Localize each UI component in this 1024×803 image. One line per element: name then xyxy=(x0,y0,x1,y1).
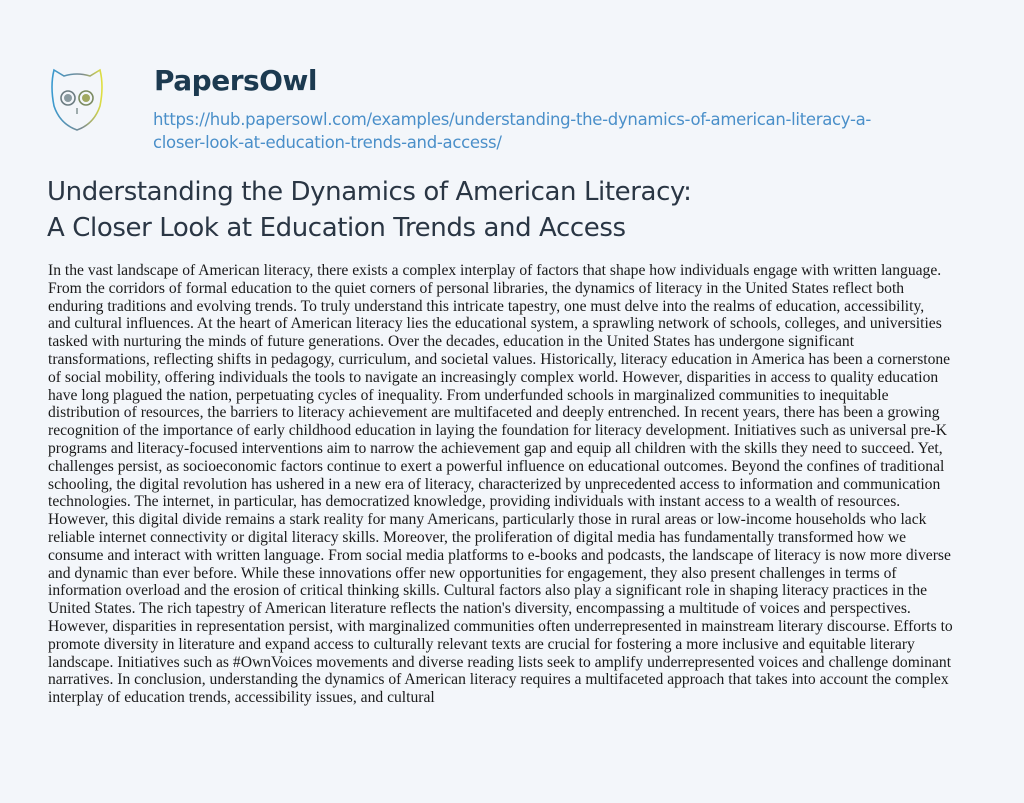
body-line: and cultural influences. At the heart of American literacy lies the educational system, a sprawling network of schools, colleges, and universities xyxy=(48,315,942,333)
body-line: of social mobility, offering individuals the tools to navigate an increasingly complex world. However, disparities in access to quality education xyxy=(48,368,939,386)
body-line: interplay of education trends, accessibility issues, and cultural xyxy=(48,689,435,707)
body-line: programs and literacy-focused interventions aim to narrow the achievement gap and equip all children with the skills they need to succeed. Yet, xyxy=(48,439,943,457)
body-line: technologies. The internet, in particular, has democratized knowledge, providing individuals with instant access to a wealth of resources. xyxy=(48,493,901,511)
source-url-link[interactable] xyxy=(153,108,953,154)
body-line: transformations, reflecting shifts in pedagogy, curriculum, and societal values. Historically, literacy education in America has been a cornerstone xyxy=(48,350,951,368)
body-line: challenges persist, as socioeconomic factors continue to exert a powerful influence on educational outcomes. Beyond the confines of traditional xyxy=(48,457,945,475)
body-line: information overload and the erosion of critical thinking skills. Cultural factors also play a significant role in shaping literacy practices in the xyxy=(48,582,928,600)
title-line: Understanding the Dynamics of American Literacy: xyxy=(47,177,692,207)
body-line: promote diversity in literature and expand access to culturally relevant texts are crucial for fostering a more inclusive and equitable literary xyxy=(48,635,915,653)
body-line: However, this digital divide remains a stark reality for many Americans, particularly those in rural areas or low-income households who lack xyxy=(48,511,927,529)
body-line: consume and interact with written language. From social media platforms to e-books and podcasts, the landscape of literacy is now more diverse xyxy=(48,546,951,564)
body-line: and dynamic than ever before. While these innovations offer new opportunities for engagement, they also present challenges in terms of xyxy=(48,564,897,582)
body-line: narratives. In conclusion, understanding the dynamics of American literacy requires a multifaceted approach that takes into account the complex xyxy=(48,671,949,689)
body-line: landscape. Initiatives such as #OwnVoices movements and diverse reading lists seek to amplify underrepresented voices and challenge dominant xyxy=(48,653,952,671)
body-line: However, disparities in representation persist, with marginalized communities often underrepresented in mainstream literary discourse. Efforts to xyxy=(48,617,953,635)
body-line: recognition of the importance of early childhood education in laying the foundation for literacy development. Initiatives such as universal pre-K xyxy=(48,422,947,440)
url-line[interactable]: https://hub.papersowl.com/examples/understanding-the-dynamics-of-american-literacy-a- xyxy=(153,110,872,129)
body-line: United States. The rich tapestry of American literature reflects the nation's diversity, encompassing a multitude of voices and perspectives. xyxy=(48,600,911,618)
body-line: From the corridors of formal education to the quiet corners of personal libraries, the dynamics of literacy in the United States reflect both xyxy=(48,279,905,297)
body-line: have long plagued the nation, perpetuating cycles of inequality. From underfunded schools in marginalized communities to inequitable xyxy=(48,386,889,404)
body-line: tasked with nurturing the minds of future generations. Over the decades, education in the United States has undergone significant xyxy=(48,333,855,351)
url-line[interactable]: closer-look-at-education-trends-and-access/ xyxy=(153,133,502,152)
title-line: A Closer Look at Education Trends and Access xyxy=(47,213,626,243)
body-line: In the vast landscape of American literacy, there exists a complex interplay of factors that shape how individuals engage with written language. xyxy=(48,262,942,279)
page-title xyxy=(47,174,691,246)
body-line: schooling, the digital revolution has ushered in a new era of literacy, characterized by unprecedented access to information and communication xyxy=(48,475,941,493)
body-line: distribution of resources, the barriers to literacy achievement are multifaceted and deeply entrenched. In recent years, there has been a growing xyxy=(48,404,940,422)
body-line: reliable internet connectivity or digital literacy skills. Moreover, the proliferation of digital media has fundamentally transformed how we xyxy=(48,528,907,546)
body-line: enduring traditions and evolving trends. To truly understand this intricate tapestry, one must delve into the realms of education, accessibility, xyxy=(48,297,925,315)
brand-name: PapersOwl xyxy=(154,64,317,97)
owl-logo-icon xyxy=(50,66,104,132)
essay-body xyxy=(48,262,1023,707)
